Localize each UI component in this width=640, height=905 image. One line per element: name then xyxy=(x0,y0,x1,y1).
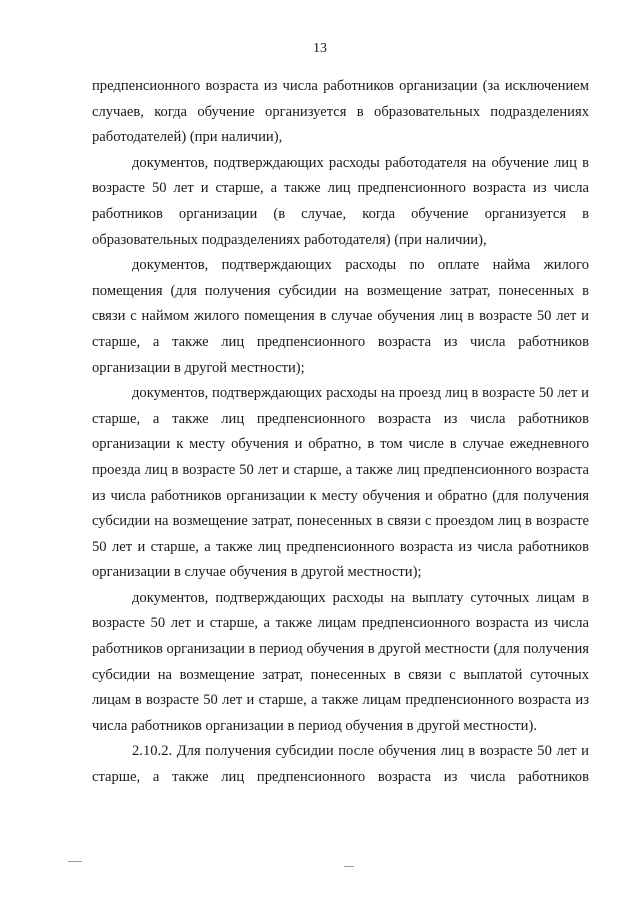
paragraph-section-2-10-2: 2.10.2. Для получения субсидии после обучения лиц в возрасте 50 лет и старше, а также лиц предпенсионного возраста из числа работников xyxy=(92,743,589,786)
scan-artifact-center xyxy=(344,866,354,867)
paragraph-travel-costs: документов, подтверждающих расходы на проезд лиц в возрасте 50 лет и старше, а также лиц предпенсионного возраста из числа работников организации к месту обучения и обратно, в том числе в случае ежедневного проезда лиц в возрасте 50 лет и старше, а также лиц предпенсионного возраста из числа работников организации к месту обучения и обратно (для получения субсидии на возмещение затрат, понесенных в связи с проездом лиц в возрасте 50 лет и старше, а также лиц предпенсионного возраста из числа работников организации в случае обучения в другой местности); xyxy=(92,385,589,581)
paragraph-per-diem-costs: документов, подтверждающих расходы на выплату суточных лицам в возрасте 50 лет и старше, а также лицам предпенсионного возраста из числа работников организации в период обучения в другой местности (для получения субсидии на возмещение затрат, понесенных в связи с выплатой суточных лицам в возрасте 50 лет и старше, а также лицам предпенсионного возраста из числа работников организации в период обучения в другой местности). xyxy=(92,589,589,734)
scan-artifact-left xyxy=(68,861,82,862)
document-body xyxy=(92,74,589,791)
page-number: 13 xyxy=(313,41,327,56)
paragraph-employer-training-costs: документов, подтверждающих расходы работодателя на обучение лиц в возрасте 50 лет и старше, а также лиц предпенсионного возраста из числа работников организации (в случае, когда обучение организуется в образовательных подразделениях работодателя) (при наличии), xyxy=(92,154,589,248)
paragraph-continuation: предпенсионного возраста из числа работников организации (за исключением случаев, когда обучение организуется в образовательных подразделениях работодателей) (при наличии), xyxy=(92,78,589,146)
paragraph-housing-rental-costs: документов, подтверждающих расходы по оплате найма жилого помещения (для получения субсидии на возмещение затрат, понесенных в связи с наймом жилого помещения в случае обучения лиц в возрасте 50 лет и старше, а также лиц предпенсионного возраста из числа работников организации в другой местности); xyxy=(92,257,589,376)
